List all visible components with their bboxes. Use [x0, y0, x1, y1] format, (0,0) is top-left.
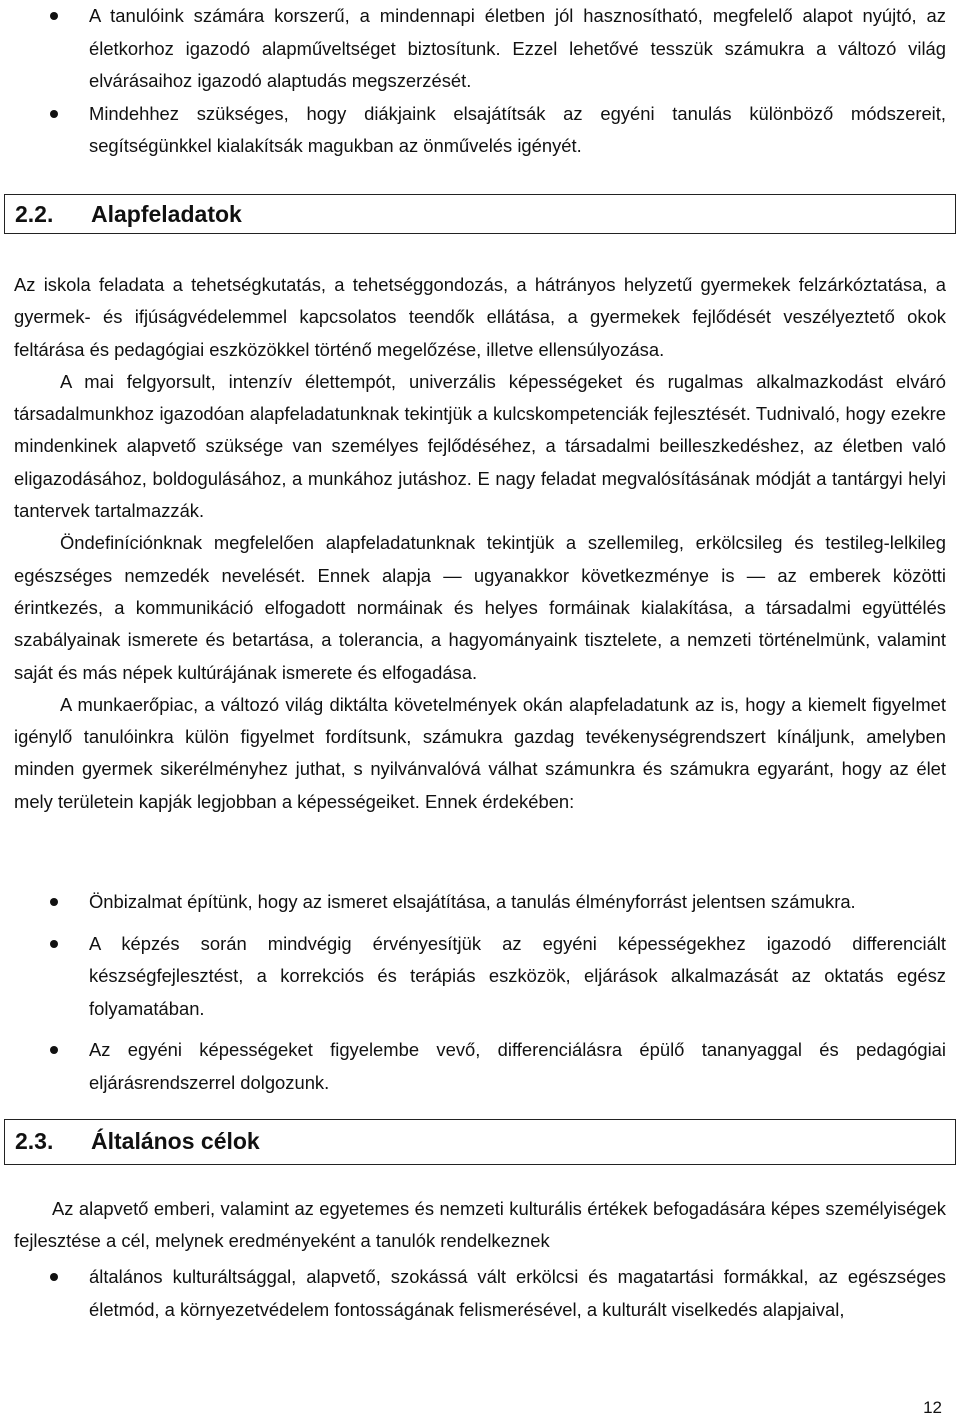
- bullet-icon: [50, 1273, 58, 1281]
- list-item-text: Az egyéni képességeket figyelembe vevő, differenciálásra épülő tananyaggal és pedagógiai eljárásrendszerrel dolgozunk.: [89, 1039, 946, 1093]
- bullet-icon: [50, 940, 58, 948]
- section-body: [14, 269, 946, 818]
- top-bullet-list: [0, 0, 960, 163]
- section-number: 2.2.: [15, 201, 54, 227]
- section-title: Alapfeladatok: [91, 201, 242, 227]
- section-heading-2-2: [4, 194, 956, 234]
- section-number: 2.3.: [15, 1128, 54, 1154]
- list-item: [0, 1034, 960, 1099]
- list-item-text: Önbizalmat építünk, hogy az ismeret elsajátítása, a tanulás élményforrást jelentsen számukra.: [89, 891, 856, 912]
- bullet-icon: [50, 110, 58, 118]
- section-title: Általános célok: [91, 1128, 260, 1154]
- list-item-text: Mindehhez szükséges, hogy diákjaink elsajátítsák az egyéni tanulás különböző módszereit, segítségünkkel kialakítsák magukban az önművelés igényét.: [89, 102, 946, 156]
- list-item-text: A képzés során mindvégig érvényesítjük az egyéni képességekhez igazodó differenciált készségfejlesztést, a korrekciós és terápiás eszközök, eljárások alkalmazását az oktatás egész folyamatában.: [89, 932, 946, 1019]
- bullet-icon: [50, 1046, 58, 1054]
- paragraph: Az iskola feladata a tehetségkutatás, a tehetséggondozás, a hátrányos helyzetű gyermekek felzárkóztatása, a gyermek- és ifjúságvédelemmel kapcsolatos teendők ellátása, a gyermekek fejlődését veszélyeztető okok feltárása és pedagógiai eszközökkel történő megelőzése, illetve ellensúlyozása.: [14, 274, 946, 360]
- bullet-icon: [50, 12, 58, 20]
- paragraph: A munkaerőpiac, a változó világ diktálta követelmények okán alapfeladatunk az is, hogy a kiemelt figyelmet igénylő tanulóinkra külön figyelmet fordítsunk, számukra gazdag tevékenységrendszert kínáljunk, amelyben minden gyermek sikerélményhez juthat, s nyilvánvalóvá válhat számunkra és számukra egyaránt, hogy az élet mely területein kapják legjobban a képességeiket. Ennek érdekében:: [14, 693, 946, 812]
- list-item: [0, 98, 960, 163]
- list-item-text: általános kulturáltsággal, alapvető, szokássá vált erkölcsi és magatartási formákkal, az egészséges életmód, a környezetvédelem fontosságának felismerésével, a kulturált viselkedés alapjaival,: [89, 1266, 946, 1320]
- list-item: [0, 928, 960, 1026]
- list-item: [0, 0, 960, 98]
- section-heading-2-3: [4, 1119, 956, 1165]
- list-item: [0, 1261, 960, 1326]
- paragraph: A mai felgyorsult, intenzív élettempót, univerzális képességeket és rugalmas alkalmazkodást elváró társadalmunkhoz igazodóan alapfeladatunknak tekintjük a kulcskompetenciák fejlesztését. Tudnivaló, hogy ezekre mindenkinek alapvető szüksége van személyes fejlődéséhez, a társadalmi beilleszkedéshez, az életben való eligazodásához, boldogulásához, a munkához jutáshoz. E nagy feladat megvalósításának módját a tantárgyi helyi tantervek tartalmazzák.: [14, 370, 946, 522]
- section-bullet-list: [0, 1261, 960, 1326]
- paragraph: Az alapvető emberi, valamint az egyetemes és nemzeti kulturális értékek befogadására képes személyiségek fejlesztése a cél, melynek eredményeként a tanulók rendelkeznek: [14, 1198, 946, 1252]
- list-item: [0, 886, 960, 919]
- list-item-text: A tanulóink számára korszerű, a mindennapi életben jól hasznosítható, megfelelő alapot nyújtó, az életkorhoz igazodó alapműveltséget biztosítunk. Ezzel lehetővé tesszük számukra a változó világ elvárásaihoz igazodó alaptudás megszerzését.: [89, 5, 946, 91]
- page-number: 12: [923, 1398, 942, 1417]
- paragraph: Öndefiníciónknak megfelelően alapfeladatunknak tekintjük a szellemileg, erkölcsileg és testileg-lelkileg egészséges nemzedék nevelését. Ennek alapja — ugyanakkor következménye is — az emberek közötti érintkezés, a kommunikáció elfogadott normáinak és helyes formáinak kialakítása, a társadalmi együttélés szabályainak ismerete és betartása, a tolerancia, a hagyományaink tisztelete, a nemzeti történelmünk, valamint saját és más népek kultúrájának ismerete és elfogadása.: [14, 532, 946, 683]
- bullet-icon: [50, 898, 58, 906]
- section-bullet-list: [0, 886, 960, 1099]
